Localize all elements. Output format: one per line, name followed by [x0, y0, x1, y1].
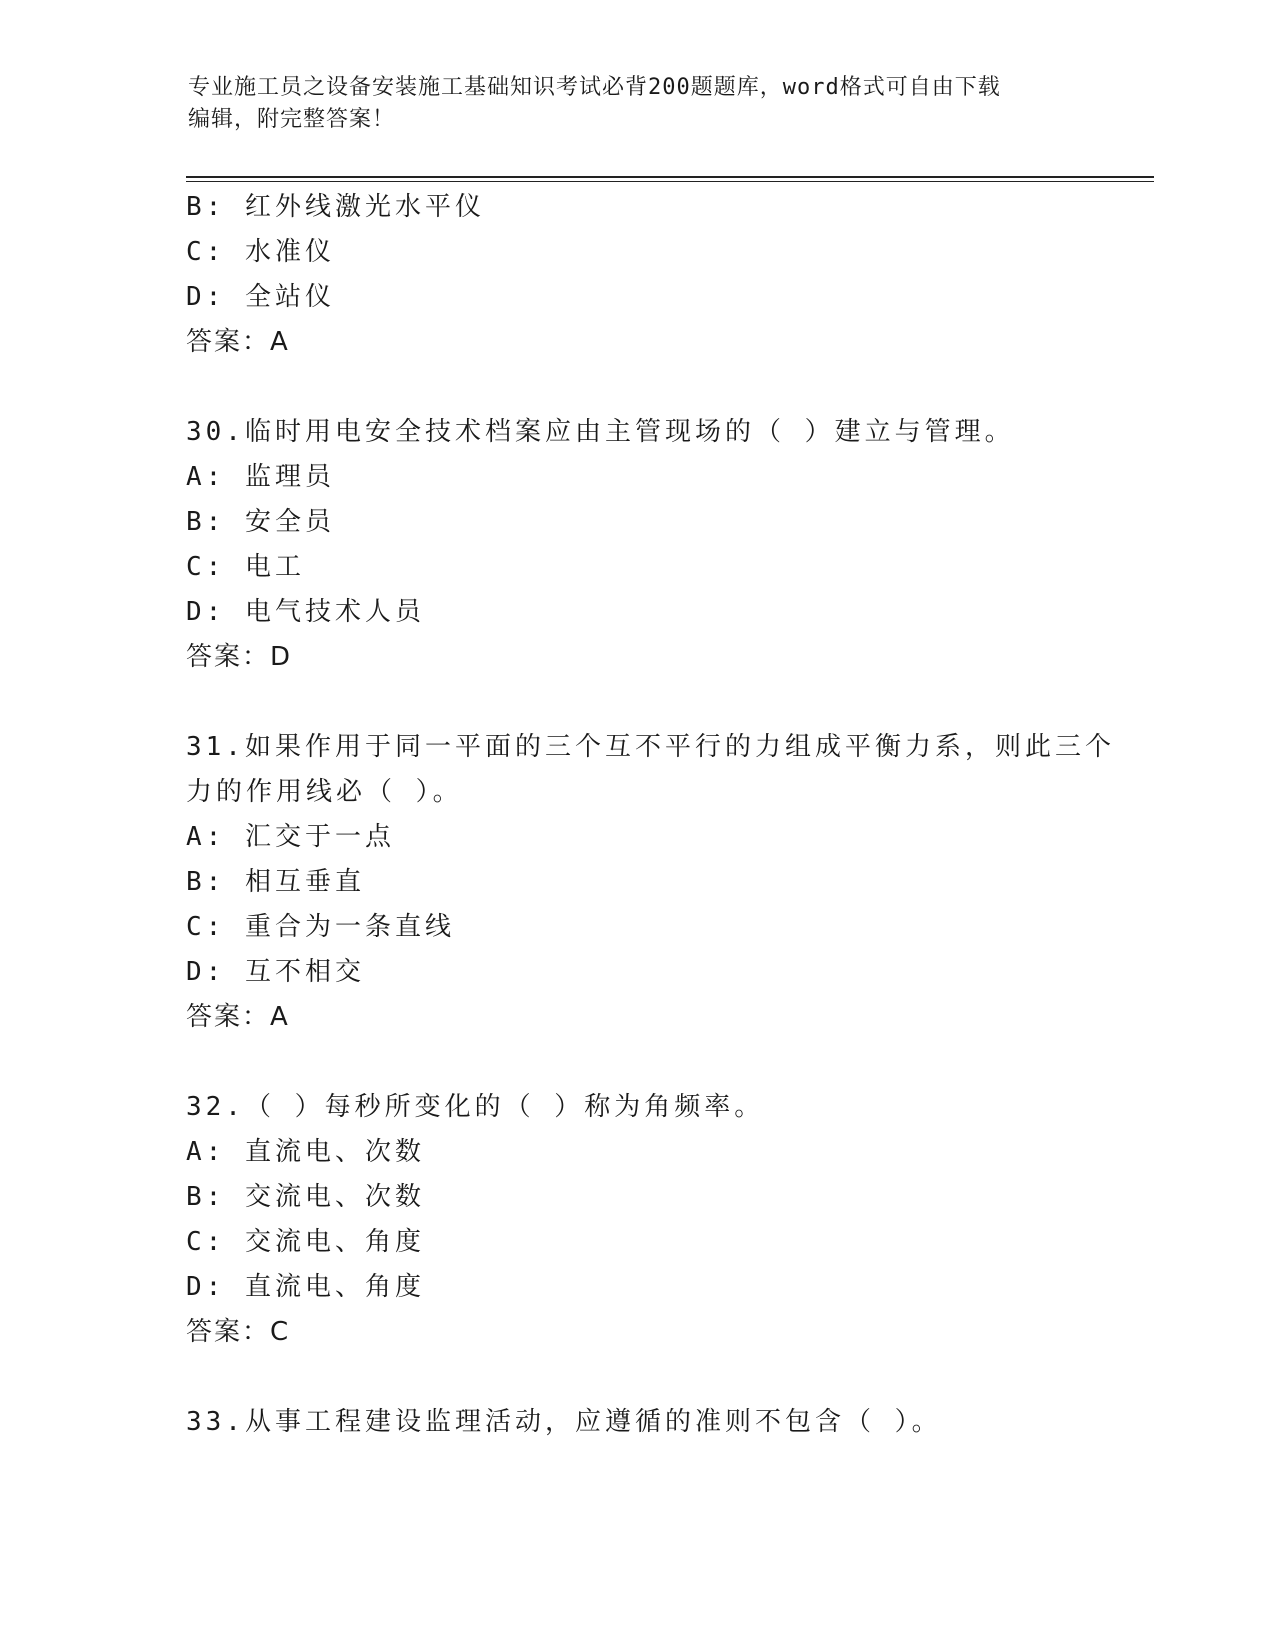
q31-answer: 答案：A	[186, 1002, 290, 1032]
q29-option-d: D: 全站仪	[186, 282, 335, 312]
q32-answer: 答案：C	[186, 1317, 291, 1347]
q31-question-line-2: 力的作用线必（ ）。	[186, 777, 463, 807]
q30-option-c: C: 电工	[186, 552, 305, 582]
q31-option-a: A: 汇交于一点	[186, 822, 395, 852]
q29-option-c: C: 水准仪	[186, 237, 335, 267]
q29-answer: 答案：A	[186, 327, 290, 357]
q32-question: 32.（ ）每秒所变化的（ ）称为角频率。	[186, 1092, 765, 1122]
header-divider-thick	[186, 176, 1154, 178]
q30-option-b: B: 安全员	[186, 507, 335, 537]
q32-option-b: B: 交流电、次数	[186, 1182, 425, 1212]
q32-option-a: A: 直流电、次数	[186, 1137, 425, 1167]
header-title-line-2: 编辑，附完整答案！	[188, 107, 396, 132]
document-header	[188, 72, 1088, 136]
q30-option-d: D: 电气技术人员	[186, 597, 425, 627]
header-title-line-1: 专业施工员之设备安装施工基础知识考试必背200题题库，word格式可自由下载	[188, 75, 1001, 100]
q31-option-d: D: 互不相交	[186, 957, 365, 987]
q32-option-d: D: 直流电、角度	[186, 1272, 425, 1302]
header-divider-thin	[186, 181, 1154, 182]
q30-question: 30.临时用电安全技术档案应由主管现场的（ ）建立与管理。	[186, 417, 1015, 447]
q30-option-a: A: 监理员	[186, 462, 335, 492]
q33-question: 33.从事工程建设监理活动，应遵循的准则不包含（ ）。	[186, 1407, 942, 1437]
q31-option-c: C: 重合为一条直线	[186, 912, 455, 942]
q31-option-b: B: 相互垂直	[186, 867, 365, 897]
q32-option-c: C: 交流电、角度	[186, 1227, 425, 1257]
q30-answer: 答案：D	[186, 642, 293, 672]
q31-question-line-1: 31.如果作用于同一平面的三个互不平行的力组成平衡力系，则此三个	[186, 732, 1115, 762]
q29-option-b: B: 红外线激光水平仪	[186, 192, 485, 222]
